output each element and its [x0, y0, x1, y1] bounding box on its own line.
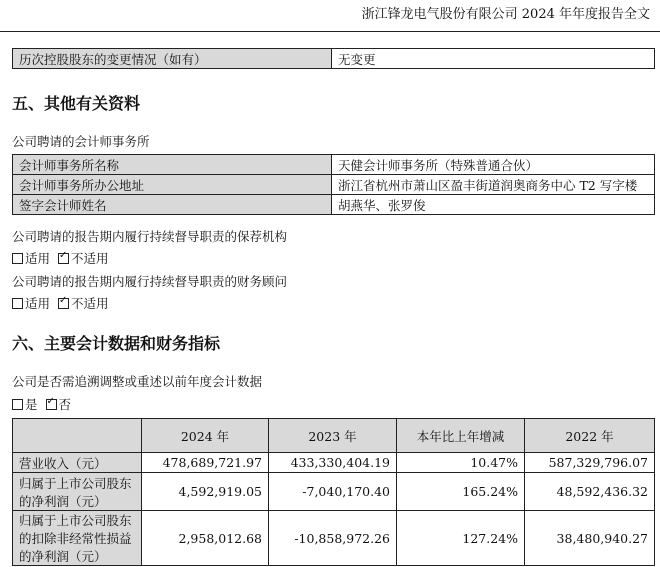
accounting-firm-table [12, 154, 655, 215]
checkbox-icon [12, 253, 23, 264]
checked-box-icon [58, 298, 69, 309]
checked-box-icon [46, 399, 57, 410]
financial-data-table [12, 418, 655, 566]
value-2024: 4,592,919.05 [142, 473, 269, 511]
option-yes: 是 [25, 397, 38, 412]
checkbox-icon [12, 298, 23, 309]
row-label: 营业收入（元） [13, 453, 142, 473]
section5-title: 五、其他有关资料 [12, 94, 141, 113]
table-header-2023: 2023 年 [269, 419, 397, 453]
value-change: 10.47% [397, 453, 525, 473]
advisor-question: 公司聘请的报告期内履行持续督导职责的财务顾问 [12, 274, 288, 289]
option-not-apply: 不适用 [71, 296, 109, 311]
report-title: 浙江锋龙电气股份有限公司 2024 年年度报告全文 [361, 7, 650, 22]
value-2024: 2,958,012.68 [142, 511, 269, 566]
restatement-options [12, 395, 71, 413]
value-2023: -10,858,972.26 [269, 511, 397, 566]
option-no: 否 [58, 397, 72, 412]
checkbox-icon [12, 399, 23, 410]
firm-name-value: 天健会计师事务所（特殊普通合伙） [332, 155, 655, 175]
checked-box-icon [58, 253, 69, 264]
signing-accountant-value: 胡燕华、张罗俊 [332, 195, 655, 215]
advisor-options [12, 294, 109, 312]
value-2022: 587,329,796.07 [525, 453, 655, 473]
section6-title: 六、主要会计数据和财务指标 [12, 334, 221, 353]
table-header-2022: 2022 年 [525, 419, 655, 453]
controlling-shareholder-label: 历次控股股东的变更情况（如有） [13, 49, 332, 69]
option-apply: 适用 [25, 296, 51, 311]
value-change: 127.24% [397, 511, 525, 566]
signing-accountant-label: 签字会计师姓名 [13, 195, 332, 215]
table-row [13, 511, 655, 566]
firm-address-value: 浙江省杭州市萧山区盈丰街道润奥商务中心 T2 写字楼 [332, 175, 655, 195]
report-header [0, 0, 660, 32]
table-row [13, 453, 655, 473]
controlling-shareholder-table [12, 48, 655, 69]
controlling-shareholder-value: 无变更 [332, 49, 655, 69]
value-2023: -7,040,170.40 [269, 473, 397, 511]
sponsor-question: 公司聘请的报告期内履行持续督导职责的保荐机构 [12, 229, 288, 244]
table-header-2024: 2024 年 [142, 419, 269, 453]
option-apply: 适用 [25, 251, 51, 266]
row-label: 归属于上市公司股东的扣除非经常性损益的净利润（元） [13, 511, 142, 566]
section5-intro: 公司聘请的会计师事务所 [12, 134, 150, 149]
value-change: 165.24% [397, 473, 525, 511]
table-header-blank [13, 419, 142, 453]
option-not-apply: 不适用 [71, 251, 109, 266]
sponsor-options [12, 249, 109, 267]
table-header-change: 本年比上年增减 [397, 419, 525, 453]
value-2024: 478,689,721.97 [142, 453, 269, 473]
table-row [13, 473, 655, 511]
row-label: 归属于上市公司股东的净利润（元） [13, 473, 142, 511]
value-2022: 48,592,436.32 [525, 473, 655, 511]
value-2022: 38,480,940.27 [525, 511, 655, 566]
firm-name-label: 会计师事务所名称 [13, 155, 332, 175]
restatement-question: 公司是否需追溯调整或重述以前年度会计数据 [12, 374, 263, 389]
value-2023: 433,330,404.19 [269, 453, 397, 473]
firm-address-label: 会计师事务所办公地址 [13, 175, 332, 195]
